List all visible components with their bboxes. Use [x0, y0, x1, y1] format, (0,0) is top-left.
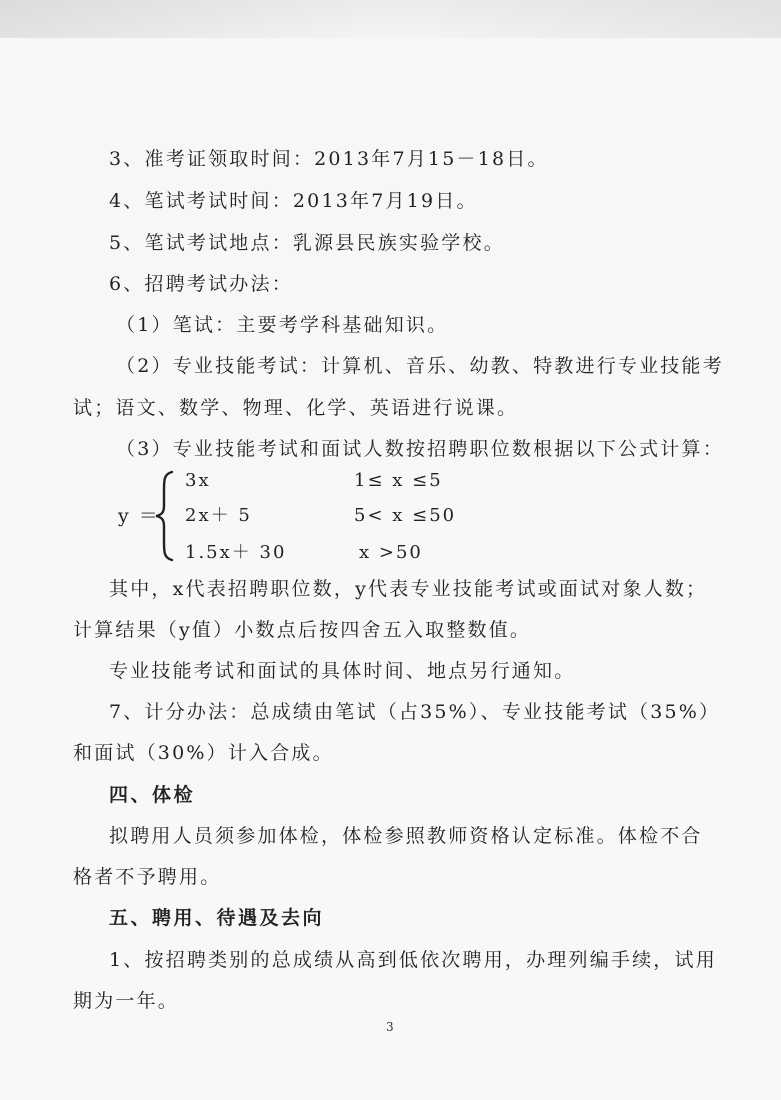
- time-location-notice: 专业技能考试和面试的具体时间、地点另行通知。: [109, 660, 576, 682]
- formula-case-1-expression: 3x: [185, 470, 211, 491]
- subitem-1-written-exam: （1）笔试：主要考学科基础知识。: [116, 314, 449, 336]
- formula-case-2-expression: 2x＋ 5: [185, 505, 252, 526]
- formula-explanation-line-2: 计算结果（y值）小数点后按四舍五入取整数值。: [73, 619, 532, 641]
- item-3-admission-ticket-time: 3、准考证领取时间：2013年7月15－18日。: [109, 148, 549, 170]
- employment-item-1-line-1: 1、按招聘类别的总成绩从高到低依次聘用，办理列编手续，试用: [109, 949, 717, 971]
- formula-case-2-condition: 5< x ≤50: [354, 505, 457, 526]
- item-6-exam-method-title: 6、招聘考试办法：: [109, 273, 293, 295]
- left-brace-icon: [152, 468, 178, 564]
- physical-exam-paragraph-line-2: 格者不予聘用。: [73, 866, 222, 888]
- scan-edge: [0, 0, 781, 38]
- subitem-2-skill-test-line-2: 试；语文、数学、物理、化学、英语进行说课。: [73, 397, 519, 419]
- page-number: 3: [386, 1020, 394, 1034]
- formula-explanation-line-1: 其中，x代表招聘职位数，y代表专业技能考试或面试对象人数；: [109, 578, 708, 600]
- subitem-3-formula-intro: （3）专业技能考试和面试人数按招聘职位数根据以下公式计算：: [116, 438, 724, 460]
- item-4-written-exam-time: 4、笔试考试时间：2013年7月19日。: [109, 190, 478, 212]
- formula-lhs: y ＝: [118, 505, 160, 527]
- formula-case-1-condition: 1≤ x ≤5: [354, 470, 443, 491]
- employment-item-1-line-2: 期为一年。: [73, 990, 180, 1012]
- subitem-2-skill-test-line-1: （2）专业技能考试：计算机、音乐、幼教、特教进行专业技能考: [116, 355, 724, 377]
- physical-exam-paragraph-line-1: 拟聘用人员须参加体检，体检参照教师资格认定标准。体检不合: [109, 825, 703, 847]
- section-heading-physical-exam: 四、体检: [109, 784, 196, 806]
- formula-case-3-condition: x >50: [359, 542, 423, 563]
- item-5-written-exam-location: 5、笔试考试地点：乳源县民族实验学校。: [109, 232, 505, 254]
- section-heading-employment: 五、聘用、待遇及去向: [109, 907, 325, 929]
- item-7-scoring-line-1: 7、计分办法：总成绩由笔试（占35%）、专业技能考试（35%）: [109, 701, 721, 723]
- formula-case-3-expression: 1.5x＋ 30: [185, 542, 287, 563]
- item-7-scoring-line-2: 和面试（30%）计入合成。: [73, 742, 334, 764]
